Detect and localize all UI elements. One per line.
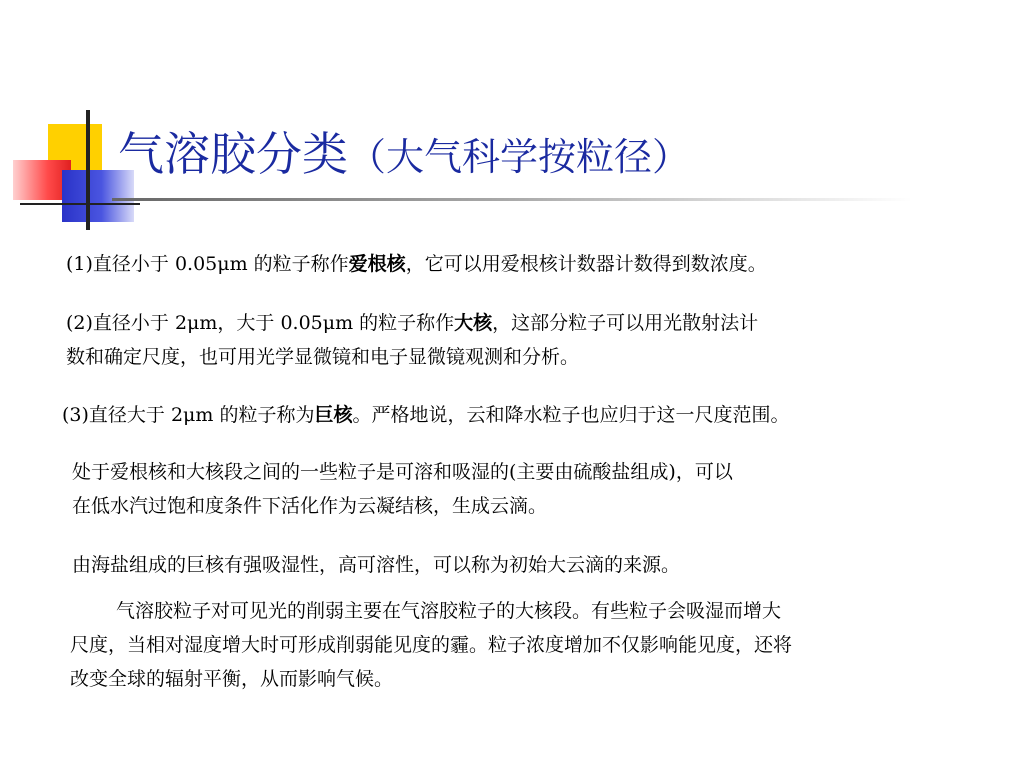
slide-title <box>118 118 690 184</box>
p6-line2: 尺度，当相对湿度增大时可形成削弱能见度的霾。粒子浓度增加不仅影响能见度，还将 <box>70 634 793 656</box>
title-subtitle: （大气科学按粒径） <box>348 135 691 179</box>
p1-prefix: (1)直径小于 0.05μm 的粒子称作 <box>66 253 349 275</box>
p5-line1: 由海盐组成的巨核有强吸湿性，高可溶性，可以称为初始大云滴的来源。 <box>72 554 681 576</box>
vertical-line-decoration <box>86 110 90 230</box>
paragraph-large-nuclei <box>66 306 758 374</box>
p2-term: 大核 <box>454 312 493 334</box>
paragraph-aitken-nuclei <box>66 247 767 281</box>
title-main: 气溶胶分类 <box>118 127 348 181</box>
p6-line3: 改变全球的辐射平衡，从而影响气候。 <box>70 668 394 690</box>
p3-suffix: 。严格地说，云和降水粒子也应归于这一尺度范围。 <box>352 404 790 426</box>
p4-line2: 在低水汽过饱和度条件下活化作为云凝结核，生成云滴。 <box>72 495 548 517</box>
title-underline <box>112 198 912 201</box>
p1-term: 爱根核 <box>348 253 406 275</box>
p2-line2: 数和确定尺度，也可用光学显微镜和电子显微镜观测和分析。 <box>66 346 580 368</box>
paragraph-visibility-effects <box>70 594 792 696</box>
p1-suffix: ，它可以用爱根核计数器计数得到数浓度。 <box>405 253 767 275</box>
p4-line1: 处于爱根核和大核段之间的一些粒子是可溶和吸湿的(主要由硫酸盐组成)，可以 <box>72 461 733 483</box>
horizontal-line-decoration <box>20 203 140 205</box>
paragraph-soluble-particles <box>72 455 733 523</box>
p2-suffix: ，这部分粒子可以用光散射法计 <box>492 312 759 334</box>
p3-prefix: (3)直径大于 2μm 的粒子称为 <box>62 404 315 426</box>
p2-prefix: (2)直径小于 2μm，大于 0.05μm 的粒子称作 <box>66 312 455 334</box>
paragraph-giant-nuclei <box>62 398 789 432</box>
p3-term: 巨核 <box>314 404 353 426</box>
paragraph-sea-salt <box>72 548 680 582</box>
p6-line1: 气溶胶粒子对可见光的削弱主要在气溶胶粒子的大核段。有些粒子会吸湿而增大 <box>116 600 782 622</box>
